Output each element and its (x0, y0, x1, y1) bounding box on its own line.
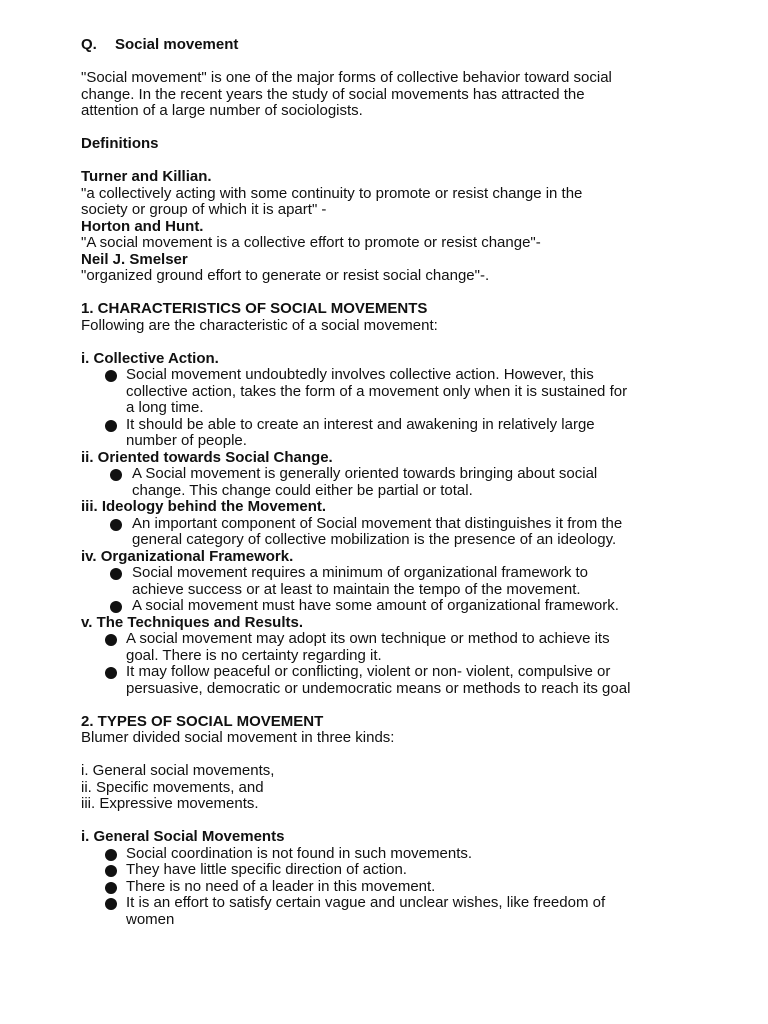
subsection-title: iii. Ideology behind the Movement. (81, 498, 327, 515)
bullet-item: It is an effort to satisfy certain vague and unclear wishes, like freedom of women (81, 895, 731, 928)
subsection-title: v. The Techniques and Results. (81, 613, 303, 631)
bullet-dot-icon (105, 420, 117, 432)
subsection-title: i. General Social Movements (81, 828, 285, 845)
bullet-item: A social movement may adopt its own technique or method to achieve its goal. There is no certainty regarding it. (81, 631, 731, 664)
section-heading-characteristics: 1. CHARACTERISTICS OF SOCIAL MOVEMENTS (81, 300, 428, 317)
bullet-list (81, 565, 731, 615)
bullet-list (81, 516, 731, 549)
bullet-item: They have little specific direction of action. (81, 862, 731, 879)
definition-text: "organized ground effort to generate or resist social change"-. (81, 267, 490, 284)
definitions-heading: Definitions (81, 135, 159, 152)
document-body (81, 37, 731, 928)
question-title: Social movement (115, 36, 239, 53)
definition-author: Turner and Killian. (81, 168, 212, 185)
bullet-dot-icon (105, 882, 117, 894)
bullet-dot-icon (105, 898, 117, 910)
bullet-item: There is no need of a leader in this movement. (81, 879, 731, 896)
bullet-item: A social movement must have some amount of organizational framework. (81, 598, 731, 615)
subsection-title: iv. Organizational Framework. (81, 547, 294, 565)
type-kind: ii. Specific movements, and (81, 778, 264, 796)
section-heading-types: 2. TYPES OF SOCIAL MOVEMENT (81, 712, 324, 730)
bullet-item: It may follow peaceful or conflicting, violent or non- violent, compulsive or persuasive, democratic or undemocratic means or methods to reach its goal (81, 664, 731, 697)
definition-author: Neil J. Smelser (81, 250, 188, 268)
bullet-list (81, 846, 731, 929)
bullet-dot-icon (110, 469, 122, 481)
definition-text: society or group of which it is apart" - (81, 201, 327, 218)
bullet-list (81, 466, 731, 499)
definition-text: "a collectively acting with some continuity to promote or resist change in the (81, 184, 583, 202)
intro-line: change. In the recent years the study of social movements has attracted the (81, 85, 585, 103)
bullet-item: Social coordination is not found in such movements. (81, 846, 731, 863)
bullet-dot-icon (105, 370, 117, 382)
section-intro: Following are the characteristic of a social movement: (81, 316, 438, 334)
definition-author: Horton and Hunt. (81, 217, 204, 235)
bullet-dot-icon (105, 849, 117, 861)
bullet-dot-icon (110, 601, 122, 613)
bullet-dot-icon (105, 667, 117, 679)
type-kind: i. General social movements, (81, 762, 275, 779)
bullet-item: Social movement undoubtedly involves collective action. However, this collective action, takes the form of a movement only when it is sustained for a long time. (81, 367, 731, 417)
intro-line: "Social movement" is one of the major forms of collective behavior toward social (81, 69, 612, 86)
bullet-dot-icon (110, 519, 122, 531)
intro-line: attention of a large number of sociologists. (81, 102, 363, 119)
bullet-list (81, 367, 731, 450)
bullet-item: An important component of Social movement that distinguishes it from the general category of collective mobilization is the presence of an ideology. (81, 516, 731, 549)
question-label: Q. (81, 36, 97, 53)
subsection-title: i. Collective Action. (81, 349, 219, 367)
bullet-item: A Social movement is generally oriented towards bringing about social change. This change could either be partial or total. (81, 466, 731, 499)
subsection-title: ii. Oriented towards Social Change. (81, 448, 333, 466)
bullet-item: Social movement requires a minimum of organizational framework to achieve success or at least to maintain the tempo of the movement. (81, 565, 731, 598)
type-kind: iii. Expressive movements. (81, 795, 259, 812)
bullet-dot-icon (110, 568, 122, 580)
bullet-dot-icon (105, 865, 117, 877)
bullet-dot-icon (105, 634, 117, 646)
section-intro: Blumer divided social movement in three kinds: (81, 729, 395, 746)
bullet-item: It should be able to create an interest and awakening in relatively large number of people. (81, 417, 731, 450)
bullet-list (81, 631, 731, 697)
question-heading (81, 37, 731, 54)
definition-text: "A social movement is a collective effort to promote or resist change"- (81, 234, 541, 251)
